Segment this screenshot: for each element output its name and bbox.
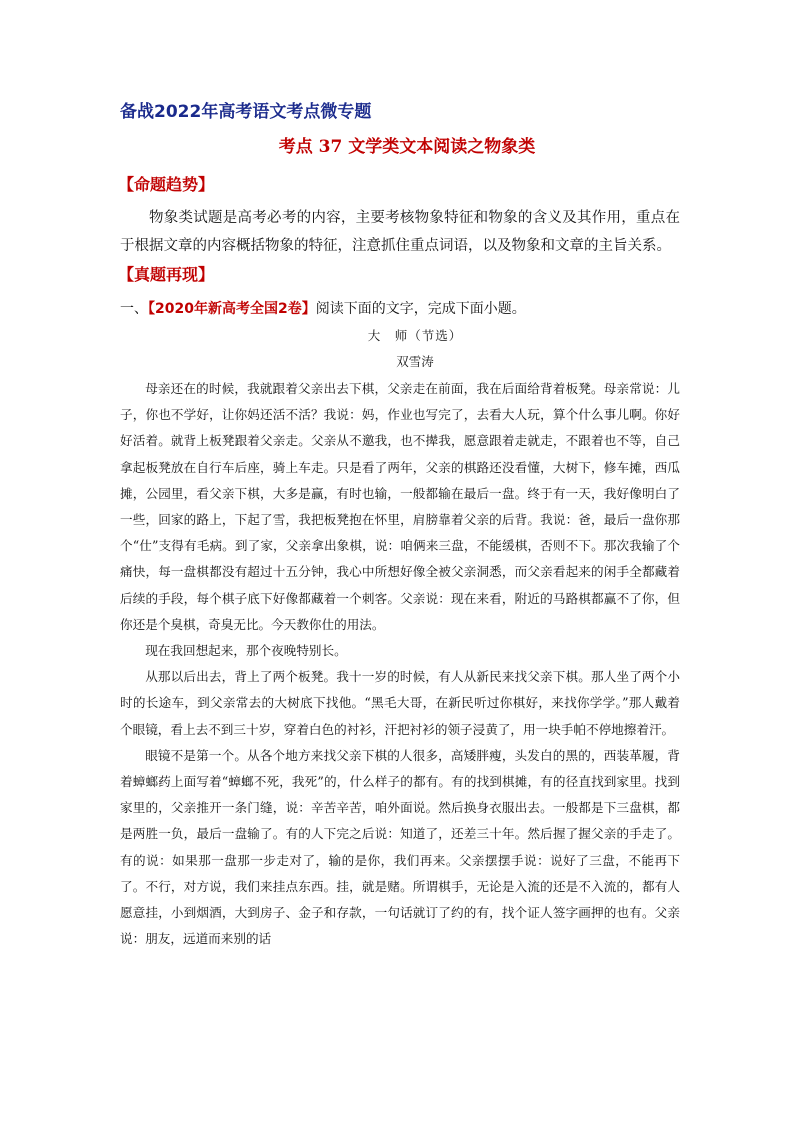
- trend-heading: 【命题趋势】: [118, 175, 215, 194]
- trend-paragraph: 物象类试题是高考必考的内容，主要考核物象特征和物象的含义及其作用，重点在于根据文章的内容概括物象的特征，注意抓住重点词语，以及物象和文章的主旨关系。: [120, 210, 680, 254]
- article-paragraph: 从那以后出去，背上了两个板凳。我十一岁的时候，有人从新民来找父亲下棋。那人坐了两个小时的长途车，到父亲常去的大树底下找他。“黑毛大哥，在新民听过你棋好，来找你学学。”那人戴着个眼镜，看上去不到三十岁，穿着白色的衬衫，汗把衬衫的领子浸黄了，用一块手帕不停地擦着汗。: [120, 669, 680, 737]
- article-paragraph: 现在我回想起来，那个夜晚特别长。: [145, 643, 347, 659]
- question-instruction: 阅读下面的文字，完成下面小题。: [315, 301, 526, 317]
- question-line: [120, 298, 526, 318]
- article-paragraph: 母亲还在的时候，我就跟着父亲出去下棋，父亲走在前面，我在后面给背着板凳。母亲常说：儿子，你也不学好，让你妈还活不活？我说：妈，作业也写完了，去看大人玩，算个什么事儿啊。你好好活着。就背上板凳跟着父亲走。父亲从不邀我，也不撵我，愿意跟着走就走，不跟着也不等，自己拿起板凳放在自行车后座，骑上车走。只是看了两年，父亲的棋路还没看懂，大树下，修车摊，西瓜摊，公园里，看父亲下棋，大多是赢，有时也输，一般都输在最后一盘。终于有一天，我好像明白了一些，回家的路上，下起了雪，我把板凳抱在怀里，肩膀靠着父亲的后背。我说：爸，最后一盘你那个“仕”支得有毛病。到了家，父亲拿出象棋，说：咱俩来三盘，不能缓棋，否则不下。那次我输了个痛快，每一盘棋都没有超过十五分钟，我心中所想好像全被父亲洞悉，而父亲看起来的闲手全都藏着后续的手段，每个棋子底下好像都藏着一个刺客。父亲说：现在来看，附近的马路棋都赢不了你，但你还是个臭棋，奇臭无比。今天教你仕的用法。: [120, 381, 680, 632]
- source-bracket-close: 】: [301, 301, 316, 317]
- review-heading: 【真题再现】: [118, 265, 215, 284]
- source-bracket-open: 【: [148, 301, 155, 317]
- article-body: [120, 376, 680, 952]
- article-paragraph: 眼镜不是第一个。从各个地方来找父亲下棋的人很多，高矮胖瘦，头发白的黑的，西装革履，背着蟑螂药上面写着“蟑螂不死，我死”的，什么样子的都有。有的找到棋摊，有的径直找到家里。找到家里的，父亲推开一条门缝，说：辛苦辛苦，咱外面说。然后换身衣服出去。一般都是下三盘棋，都是两胜一负，最后一盘输了。有的人下完之后说：知道了，还差三十年。然后握了握父亲的手走了。有的说：如果那一盘那一步走对了，输的是你，我们再来。父亲摆摆手说：说好了三盘，不能再下了。不行，对方说，我们来挂点东西。挂，就是赌。所谓棋手，无论是入流的还是不入流的，都有人愿意挂，小到烟酒，大到房子、金子和存款，一句话就订了约的有，找个证人签字画押的也有。父亲说：朋友，远道而来别的话: [120, 747, 680, 947]
- article-author: 双雪涛: [396, 354, 434, 369]
- exam-source: 2020年新高考全国2卷: [155, 301, 302, 317]
- series-title: 备战2022年高考语文考点微专题: [120, 102, 372, 122]
- topic-title: 考点 37 文学类文本阅读之物象类: [278, 137, 536, 157]
- article-title: 大 师（节选）: [367, 328, 463, 343]
- question-number: 一、: [120, 301, 148, 317]
